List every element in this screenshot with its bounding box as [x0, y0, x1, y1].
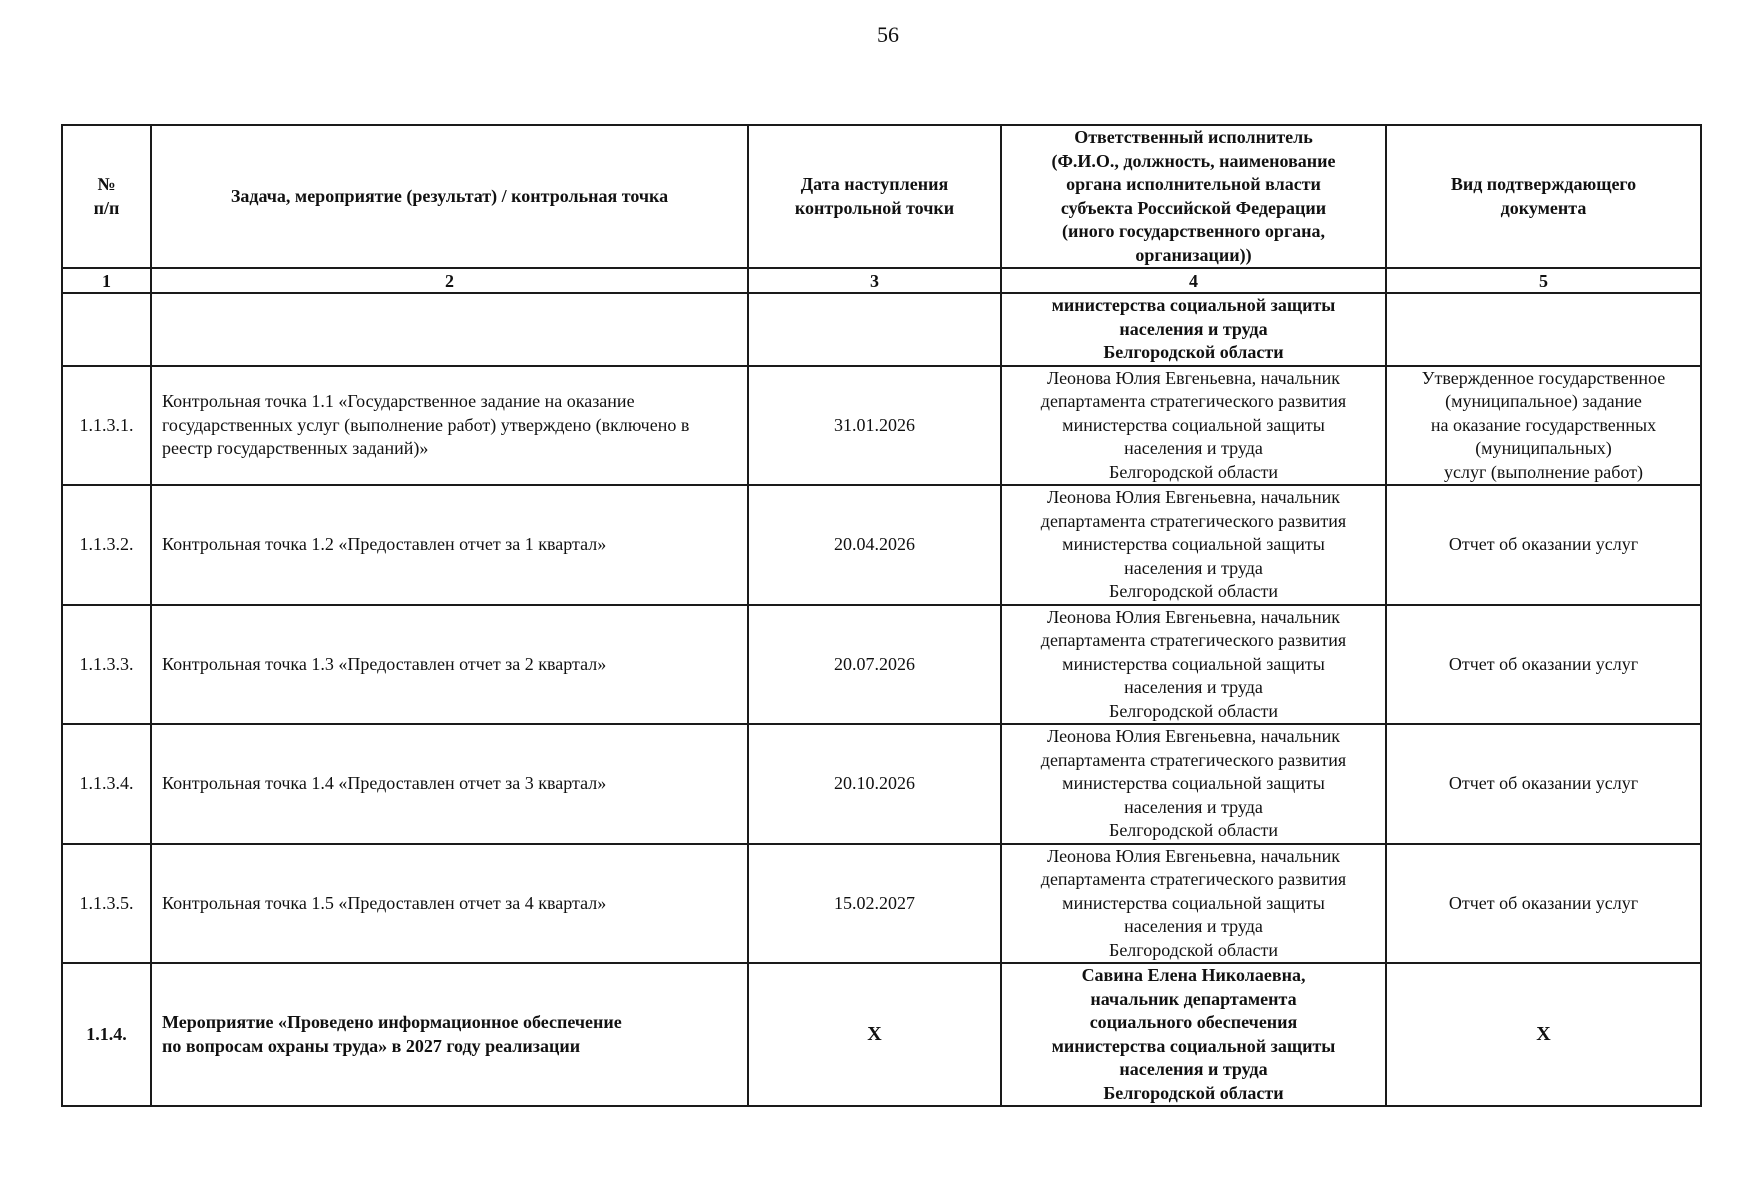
control-points-table: [61, 124, 1702, 1107]
cell-task: Контрольная точка 1.5 «Предоставлен отчет за 4 квартал»: [151, 844, 748, 964]
column-number: 4: [1001, 268, 1386, 293]
cell-document: Отчет об оказании услуг: [1386, 724, 1701, 844]
cell-date: 20.04.2026: [748, 485, 1001, 605]
cell-responsible: Леонова Юлия Евгеньевна, начальник департамента стратегического развития министерства социальной защиты населения и труда Белгородской области: [1001, 724, 1386, 844]
header-date: Дата наступления контрольной точки: [748, 125, 1001, 268]
table-row: [62, 724, 1701, 844]
cell-number: 1.1.3.2.: [62, 485, 151, 605]
cell-number: 1.1.3.1.: [62, 366, 151, 486]
column-number: 2: [151, 268, 748, 293]
cell-task: Контрольная точка 1.4 «Предоставлен отчет за 3 квартал»: [151, 724, 748, 844]
cell-document: Утвержденное государственное (муниципальное) задание на оказание государственных (муниципальных) услуг (выполнение работ): [1386, 366, 1701, 486]
cell-date: [748, 293, 1001, 366]
header-row: [62, 125, 1701, 268]
table-row: [62, 366, 1701, 486]
cell-task: Контрольная точка 1.2 «Предоставлен отчет за 1 квартал»: [151, 485, 748, 605]
cell-date: 31.01.2026: [748, 366, 1001, 486]
cell-responsible: Леонова Юлия Евгеньевна, начальник департамента стратегического развития министерства социальной защиты населения и труда Белгородской области: [1001, 605, 1386, 725]
cell-task: [151, 293, 748, 366]
cell-date: 20.07.2026: [748, 605, 1001, 725]
cell-responsible: Савина Елена Николаевна, начальник департамента социального обеспечения министерства социальной защиты населения и труда Белгородской области: [1001, 963, 1386, 1106]
cell-number: [62, 293, 151, 366]
cell-responsible: Леонова Юлия Евгеньевна, начальник департамента стратегического развития министерства социальной защиты населения и труда Белгородской области: [1001, 366, 1386, 486]
cell-number: 1.1.3.5.: [62, 844, 151, 964]
cell-responsible: Леонова Юлия Евгеньевна, начальник департамента стратегического развития министерства социальной защиты населения и труда Белгородской области: [1001, 485, 1386, 605]
cell-responsible: Леонова Юлия Евгеньевна, начальник департамента стратегического развития министерства социальной защиты населения и труда Белгородской области: [1001, 844, 1386, 964]
table-row: [62, 485, 1701, 605]
column-number-row: [62, 268, 1701, 293]
cell-task: Мероприятие «Проведено информационное обеспечение по вопросам охраны труда» в 2027 году реализации: [151, 963, 748, 1106]
continuation-row: [62, 293, 1701, 366]
cell-document: Отчет об оказании услуг: [1386, 844, 1701, 964]
cell-document: [1386, 293, 1701, 366]
cell-date: 15.02.2027: [748, 844, 1001, 964]
header-number: № п/п: [62, 125, 151, 268]
cell-date: 20.10.2026: [748, 724, 1001, 844]
header-task: Задача, мероприятие (результат) / контрольная точка: [151, 125, 748, 268]
cell-number: 1.1.3.3.: [62, 605, 151, 725]
cell-task: Контрольная точка 1.1 «Государственное задание на оказание государственных услуг (выполнение работ) утверждено (включено в реестр государственных заданий)»: [151, 366, 748, 486]
cell-document: Х: [1386, 963, 1701, 1106]
event-row: [62, 963, 1701, 1106]
cell-number: 1.1.4.: [62, 963, 151, 1106]
cell-document: Отчет об оказании услуг: [1386, 485, 1701, 605]
header-responsible: Ответственный исполнитель (Ф.И.О., должность, наименование органа исполнительной власти субъекта Российской Федерации (иного государственного органа, организации)): [1001, 125, 1386, 268]
cell-number: 1.1.3.4.: [62, 724, 151, 844]
column-number: 5: [1386, 268, 1701, 293]
header-document: Вид подтверждающего документа: [1386, 125, 1701, 268]
cell-document: Отчет об оказании услуг: [1386, 605, 1701, 725]
cell-task: Контрольная точка 1.3 «Предоставлен отчет за 2 квартал»: [151, 605, 748, 725]
cell-responsible: министерства социальной защиты населения и труда Белгородской области: [1001, 293, 1386, 366]
table-row: [62, 605, 1701, 725]
column-number: 1: [62, 268, 151, 293]
column-number: 3: [748, 268, 1001, 293]
page-number: 56: [877, 22, 899, 47]
cell-date: Х: [748, 963, 1001, 1106]
table-row: [62, 844, 1701, 964]
